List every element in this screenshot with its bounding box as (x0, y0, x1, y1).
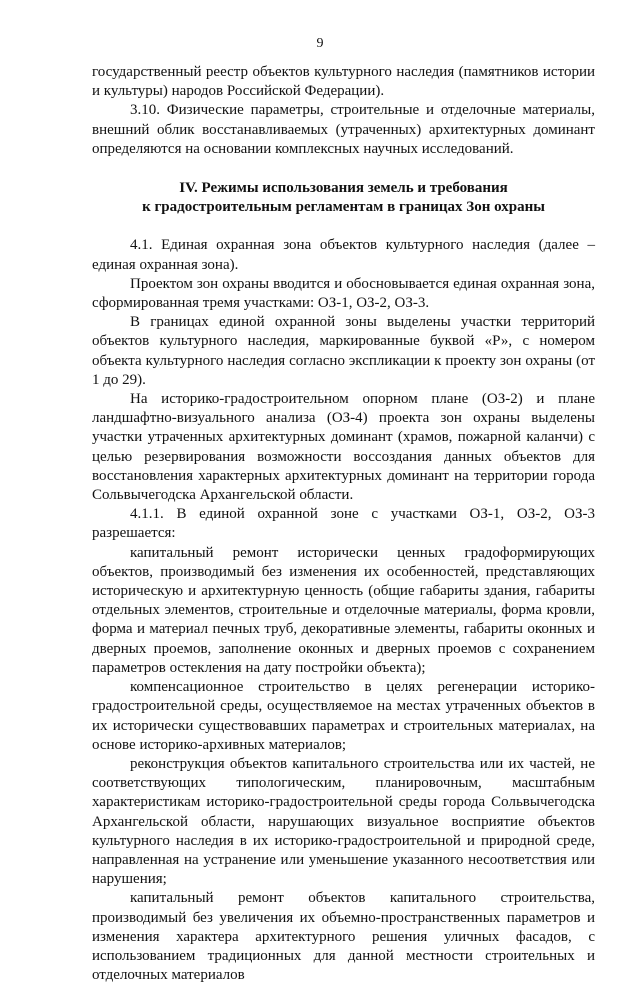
paragraph: компенсационное строительство в целях регенерации историко-градостроительной среды, осуществляемое на местах утраченных объектов в их исторически существовавших параметрах и строительных материалах, на основе историко-архивных материалов; (92, 679, 595, 753)
paragraph: В границах единой охранной зоны выделены участки территорий объектов культурного наследия, маркированные буквой «Р», с номером объекта культурного наследия согласно экспликации к проекту зон охраны (от 1 до 29). (92, 314, 595, 388)
paragraph: Проектом зон охраны вводится и обосновывается единая охранная зона, сформированная тремя участками: ОЗ-1, ОЗ-2, ОЗ-3. (92, 275, 595, 312)
paragraph: капитальный ремонт исторически ценных градоформирующих объектов, производимый без изменения их особенностей, представляющих историческую и архитектурную ценность (общие габариты здания, габариты отдельных элементов, строительные и отделочные материалы, форма кровли, форма и материал печных труб, декоративные элементы, габариты оконных и дверных проемов, заполнение оконных и дверных проемов с сохранением параметров остекления на дату постройки объекта); (92, 544, 595, 676)
paragraph: 3.10. Физические параметры, строительные и отделочные материалы, внешний облик восстанавливаемых (утраченных) архитектурных доминант определяются на основании комплексных научных исследований. (92, 102, 595, 157)
paragraph: 4.1. Единая охранная зона объектов культурного наследия (далее – единая охранная зона). (92, 237, 595, 273)
paragraph: На историко-градостроительном опорном плане (ОЗ-2) и плане ландшафтно-визуального анализа (ОЗ-4) проекта зон охраны выделены участки утраченных архитектурных доминант (храмов, пожарной каланчи) с целью резервирования возможности воссоздания данных объектов для восстановления характерных архитектурных доминант на территории города Сольвычегодска Архангельской области. (92, 391, 595, 504)
paragraph: 4.1.1. В единой охранной зоне с участками ОЗ-1, ОЗ-2, ОЗ-3 разрешается: (92, 506, 595, 542)
section-heading-line: к градостроительным регламентам в границах Зон охраны (142, 199, 545, 216)
section-heading (92, 179, 595, 217)
document-body (92, 63, 595, 985)
section-heading-line: IV. Режимы использования земель и требования (179, 180, 508, 197)
paragraph: реконструкция объектов капитального строительства или их частей, не соответствующих типологическим, планировочным, масштабным характеристикам историко-градостроительной среды города Сольвычегодска Архангельской области, нарушающих визуальное восприятие объектов культурного наследия в их историко-градостроительной и природной среде, направленная на устранение или уменьшение указанного несоответствия или нарушения; (92, 755, 595, 888)
paragraph: государственный реестр объектов культурного наследия (памятников истории и культуры) народов Российской Федерации). (92, 64, 595, 100)
page-number: 9 (316, 36, 324, 51)
paragraph: капитальный ремонт объектов капитального строительства, производимый без увеличения их объемно-пространственных параметров и изменения характера архитектурного решения уличных фасадов, с использованием традиционных для данной местности строительных и отделочных материалов (92, 890, 595, 984)
